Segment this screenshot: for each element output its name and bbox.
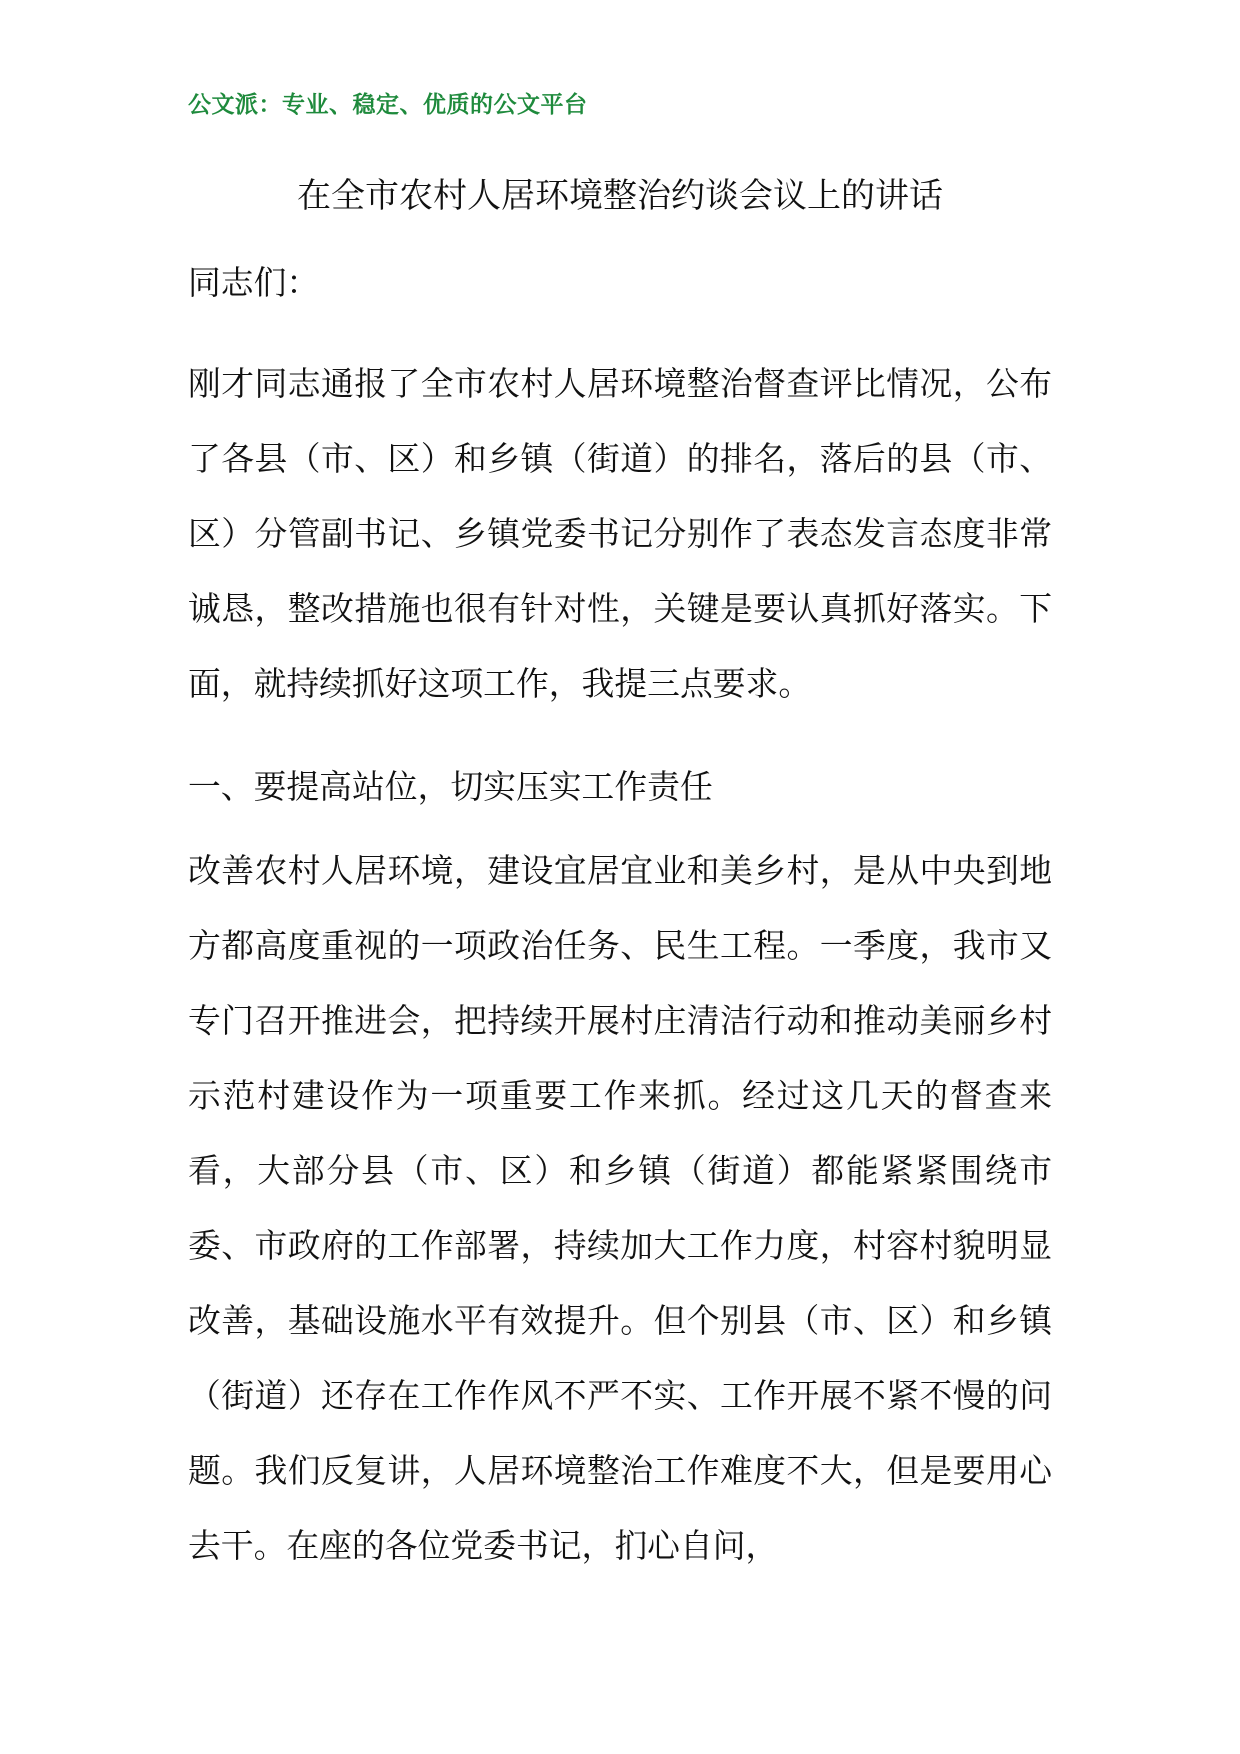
header-brand-text: 公文派：专业、稳定、优质的公文平台 [188,92,588,118]
paragraph-2: 改善农村人居环境，建设宜居宜业和美乡村，是从中央到地方都高度重视的一项政治任务、民生工程。一季度，我市又专门召开推进会，把持续开展村庄清洁行动和推动美丽乡村示范村建设作为一项重要工作来抓。经过这几天的督查来看，大部分县（市、区）和乡镇（街道）都能紧紧围绕市委、市政府的工作部署，持续加大工作力度，村容村貌明显改善，基础设施水平有效提升。但个别县（市、区）和乡镇（街道）还存在工作作风不严不实、工作开展不紧不慢的问题。我们反复讲，人居环境整治工作难度不大，但是要用心去干。在座的各位党委书记，扪心自问， [188,852,1052,1565]
salutation: 同志们： [188,264,320,302]
section-heading-1: 一、要提高站位，切实压实工作责任 [188,768,713,806]
document-title: 在全市农村人居环境整治约谈会议上的讲话 [297,176,943,216]
paragraph-1: 刚才同志通报了全市农村人居环境整治督查评比情况，公布了各县（市、区）和乡镇（街道）的排名，落后的县（市、区）分管副书记、乡镇党委书记分别作了表态发言态度非常诚恳，整改措施也很有针对性，关键是要认真抓好落实。下面，就持续抓好这项工作，我提三点要求。 [188,365,1052,703]
